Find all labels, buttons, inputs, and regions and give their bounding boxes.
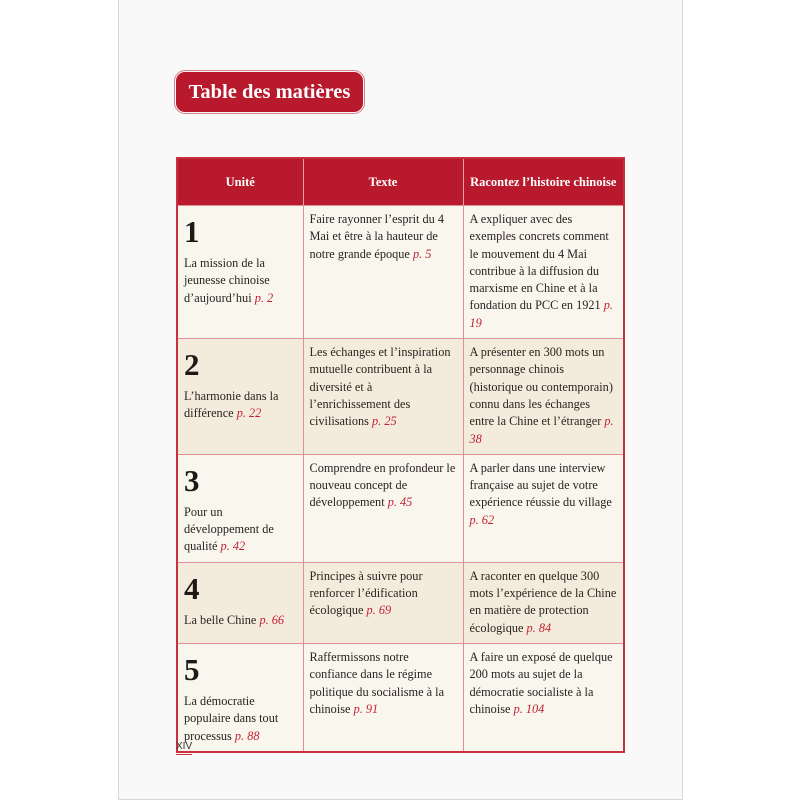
unit-title: Pour un développement de qualité: [184, 504, 274, 554]
table-row: [177, 206, 624, 339]
story-title: A raconter en quelque 300 mots l’expérience de la Chine en matière de protection écologique: [469, 568, 617, 635]
page-ref[interactable]: p. 25: [372, 414, 397, 429]
text-title: Principes à suivre pour renforcer l’édification écologique: [309, 568, 423, 618]
text-cell: [303, 206, 463, 339]
table-row: [177, 643, 624, 751]
page-ref[interactable]: p. 84: [526, 620, 552, 635]
story-cell: [463, 206, 624, 339]
page-ref[interactable]: p. 88: [234, 728, 260, 743]
page-ref[interactable]: p. 2: [254, 290, 274, 305]
unit-cell: [177, 562, 303, 643]
text-cell: [303, 643, 463, 751]
story-title: A faire un exposé de quelque 200 mots au sujet de la démocratie socialiste à la chinoise: [469, 649, 613, 716]
unit-number: 2: [184, 347, 200, 383]
unit-title: L’harmonie dans la différence: [184, 389, 279, 421]
header-text: Texte: [303, 158, 463, 206]
header-unit: Unité: [177, 158, 303, 206]
unit-number: 5: [184, 651, 200, 687]
page-ref[interactable]: p. 19: [469, 298, 613, 330]
text-cell: [303, 562, 463, 643]
story-cell: [463, 339, 624, 455]
text-cell: [303, 339, 463, 455]
table-header: [177, 158, 624, 206]
unit-cell: [177, 339, 303, 455]
unit-cell: [177, 206, 303, 339]
page-ref[interactable]: p. 38: [469, 414, 614, 446]
page-ref[interactable]: p. 42: [220, 539, 246, 554]
table-row: [177, 339, 624, 455]
page-ref[interactable]: p. 91: [353, 701, 379, 716]
story-title: A présenter en 300 mots un personnage chinois (historique ou contemporain) connu dans les échanges entre la Chine et l’étranger: [469, 345, 613, 429]
text-title: Faire rayonner l’esprit du 4 Mai et être à la hauteur de notre grande époque: [309, 212, 445, 261]
page-title: Table des matières: [176, 72, 363, 112]
story-title: A parler dans une interview française au sujet de votre expérience réussie du village: [469, 460, 612, 510]
unit-title: La belle Chine: [184, 612, 257, 627]
page-ref[interactable]: p. 45: [387, 495, 413, 510]
story-cell: [463, 454, 624, 562]
page-ref[interactable]: p. 22: [236, 406, 262, 421]
unit-number: 4: [184, 570, 200, 606]
text-cell: [303, 454, 463, 562]
unit-title: La démocratie populaire dans tout processus: [184, 693, 279, 743]
text-title: Les échanges et l’inspiration mutuelle contribuent à la diversité et à l’enrichissement des civilisations: [309, 345, 451, 429]
text-title: Raffermissons notre confiance dans le régime politique du socialisme à la chinoise: [309, 649, 445, 716]
story-title: A expliquer avec des exemples concrets comment le mouvement du 4 Mai contribue à la diffusion du marxisme en Chine et à la fondation du PCC en 1921: [469, 212, 609, 313]
unit-title: La mission de la jeunesse chinoise d’aujourd’hui: [184, 256, 270, 305]
text-title: Comprendre en profondeur le nouveau concept de développement: [309, 460, 456, 510]
unit-cell: [177, 643, 303, 751]
page-number: XIV: [176, 741, 192, 755]
header-story: Racontez l’histoire chinoise: [463, 158, 624, 206]
story-cell: [463, 643, 624, 751]
story-cell: [463, 562, 624, 643]
page-ref[interactable]: p. 69: [366, 603, 392, 618]
page-ref[interactable]: p. 62: [469, 512, 495, 527]
contents-table: [176, 157, 625, 753]
unit-number: 1: [184, 214, 200, 249]
page-ref[interactable]: p. 5: [412, 246, 432, 261]
unit-number: 3: [184, 462, 200, 498]
page-ref[interactable]: p. 66: [259, 612, 285, 627]
table-row: [177, 562, 624, 643]
table-row: [177, 454, 624, 562]
unit-cell: [177, 454, 303, 562]
page-ref[interactable]: p. 104: [513, 701, 545, 716]
